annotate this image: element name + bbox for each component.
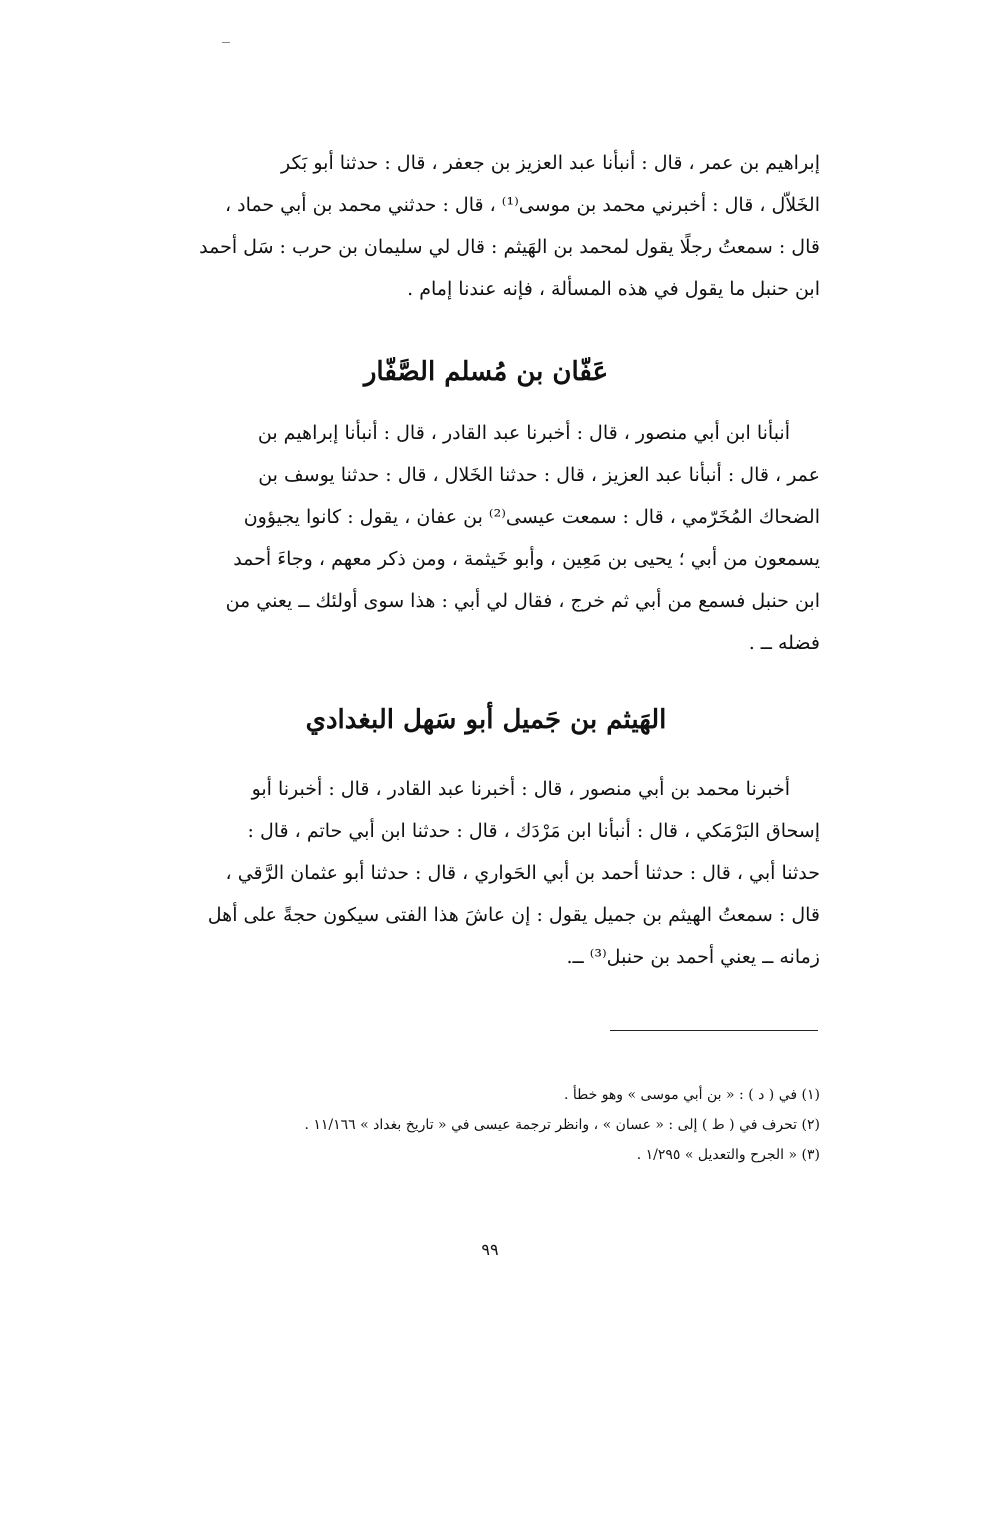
section-heading-affan: عَفّان بن مُسلم الصَّفّار — [363, 357, 609, 387]
text-line: يسمعون من أبي ؛ يحيى بن مَعِين ، وأبو خَيثمة ، ومن ذكر معهم ، وجاءَ أحمد — [233, 548, 820, 570]
section-heading-haytham: الهَيثم بن جَميل أبو سَهل البغدادي — [305, 705, 667, 735]
text-line: عمر ، قال : أنبأنا عبد العزيز ، قال : حدثنا الخَلال ، قال : حدثنا يوسف بن — [258, 464, 820, 486]
text-line: الضحاك المُخَرّمي ، قال : سمعت عيسى⁽²⁾ بن عفان ، يقول : كانوا يجيؤون — [243, 506, 820, 528]
text-line: الخَلاّل ، قال : أخبرني محمد بن موسى⁽¹⁾ ، قال : حدثني محمد بن أبي حماد ، — [224, 194, 820, 216]
text-line: ابن حنبل ما يقول في هذه المسألة ، فإنه عندنا إمام . — [407, 278, 820, 300]
text-line: زمانه ــ يعني أحمد بن حنبل⁽³⁾ ــ. — [566, 946, 820, 968]
footnote-3: (٣) « الجرح والتعديل » ١/٢٩٥ . — [636, 1147, 820, 1163]
footnotes — [200, 1080, 820, 1170]
text-line: حدثنا أبي ، قال : حدثنا أحمد بن أبي الحَواري ، قال : حدثنا أبو عثمان الرَّقي ، — [225, 862, 820, 884]
text-line: إسحاق البَرْمَكي ، قال : أنبأنا ابن مَرْدَك ، قال : حدثنا ابن أبي حاتم ، قال : — [247, 820, 820, 842]
footnote-1: (١) في ( د ) : « بن أبي موسى » وهو خطأ . — [563, 1087, 820, 1103]
page-number: ٩٩ — [481, 1240, 499, 1259]
footnote-2: (٢) تحرف في ( ط ) إلى : « عسان » ، وانظر ترجمة عيسى في « تاريخ بغداد » ١١/١٦٦ . — [304, 1117, 820, 1133]
text-line: قال : سمعتُ الهيثم بن جميل يقول : إن عاشَ هذا الفتى سيكون حجةً على أهل — [207, 904, 820, 926]
paragraph-3 — [152, 768, 820, 978]
text-line: أخبرنا محمد بن أبي منصور ، قال : أخبرنا عبد القادر ، قال : أخبرنا أبو — [251, 778, 790, 800]
paragraph-1 — [152, 142, 820, 310]
text-line: إبراهيم بن عمر ، قال : أنبأنا عبد العزيز بن جعفر ، قال : حدثنا أبو بَكر — [281, 152, 820, 174]
scan-mark — [222, 42, 230, 43]
text-line: أنبأنا ابن أبي منصور ، قال : أخبرنا عبد القادر ، قال : أنبأنا إبراهيم بن — [257, 422, 790, 444]
paragraph-2 — [152, 412, 820, 664]
text-line: قال : سمعتُ رجلًا يقول لمحمد بن الهَيثم : قال لي سليمان بن حرب : سَل أحمد — [199, 236, 820, 258]
text-line: ابن حنبل فسمع من أبي ثم خرج ، فقال لي أبي : هذا سوى أولئك ــ يعني من — [225, 590, 820, 612]
text-line: فضله ــ . — [748, 632, 820, 654]
footnote-divider — [610, 1030, 818, 1031]
